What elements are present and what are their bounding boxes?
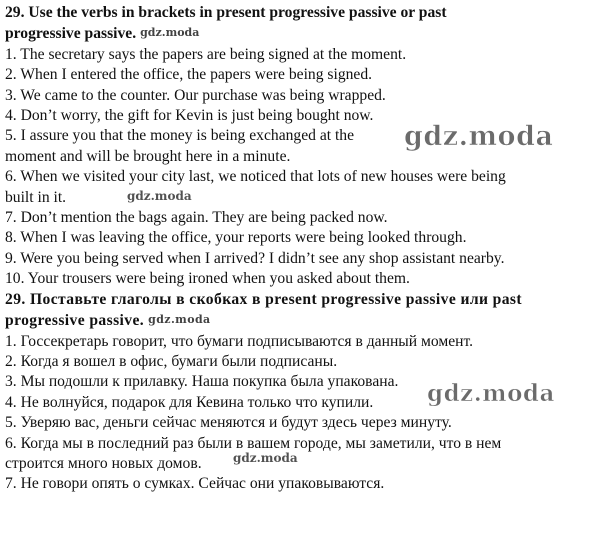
answer-line-en-10: 10. Your trousers were being ironed when you asked about them. (5, 270, 410, 288)
answer-line-en-6b: built in it. (5, 188, 67, 206)
answer-line-en-9: 9. Were you being served when I arrived? I didn’t see any shop assistant nearby. (5, 249, 505, 267)
heading-text: progressive passive. (5, 312, 145, 330)
answer-line-ru-4: 4. Не волнуйся, подарок для Кевина только что купили. (5, 393, 374, 411)
answer-line-ru-7: 7. Не говори опять о сумках. Сейчас они упаковываются. (5, 475, 385, 493)
exercise-heading-en-line1: 29. Use the verbs in brackets in present progressive passive or past (5, 4, 447, 21)
exercise-heading-ru-line2 (5, 310, 605, 331)
answer-line-en-2: 2. When I entered the office, the papers were being signed. (5, 66, 373, 84)
answer-line-en-3: 3. We came to the counter. Our purchase was being wrapped. (5, 86, 386, 104)
answer-line-ru-6a: 6. Когда мы в последний раз были в вашем городе, мы заметили, что в нем (5, 434, 502, 452)
answer-line-ru-1: 1. Госсекретарь говорит, что бумаги подписываются в данный момент. (5, 332, 474, 350)
watermark-large: gdz.moda (427, 380, 555, 407)
answer-line-en-5b: moment and will be brought here in a minute. (5, 147, 291, 165)
answer-line-en-6a: 6. When we visited your city last, we noticed that lots of new houses were being (5, 168, 506, 186)
watermark-small: gdz.moda (140, 26, 200, 40)
watermark-small: gdz.moda (148, 313, 211, 327)
watermark-small: gdz.moda (233, 451, 298, 465)
exercise-page (5, 3, 605, 495)
answer-line-en-5a: 5. I assure you that the money is being exchanged at the (5, 127, 355, 145)
answer-line-ru-2: 2. Когда я вошел в офис, бумаги были подписаны. (5, 352, 338, 370)
answer-line-en-7: 7. Don’t mention the bags again. They are being packed now. (5, 209, 388, 227)
answer-line-ru-3: 3. Мы подошли к прилавку. Наша покупка была упакована. (5, 373, 399, 391)
exercise-heading-ru-line1: 29. Поставьте глаголы в скобках в present progressive passive или past (5, 290, 522, 308)
answer-line-en-8: 8. When I was leaving the office, your reports were being looked through. (5, 229, 467, 247)
heading-text: progressive passive. (5, 25, 137, 43)
answer-line-en-1: 1. The secretary says the papers are being signed at the moment. (5, 45, 407, 63)
answer-line-ru-6b: строится много новых домов. (5, 454, 202, 472)
exercise-heading-en-line2 (5, 23, 605, 44)
answer-line-ru-5: 5. Уверяю вас, деньги сейчас меняются и будут здесь через минуту. (5, 414, 452, 432)
answer-line-en-4: 4. Don’t worry, the gift for Kevin is just being bought now. (5, 107, 374, 125)
watermark-small: gdz.moda (127, 189, 192, 203)
watermark-large: gdz.moda (404, 121, 554, 152)
